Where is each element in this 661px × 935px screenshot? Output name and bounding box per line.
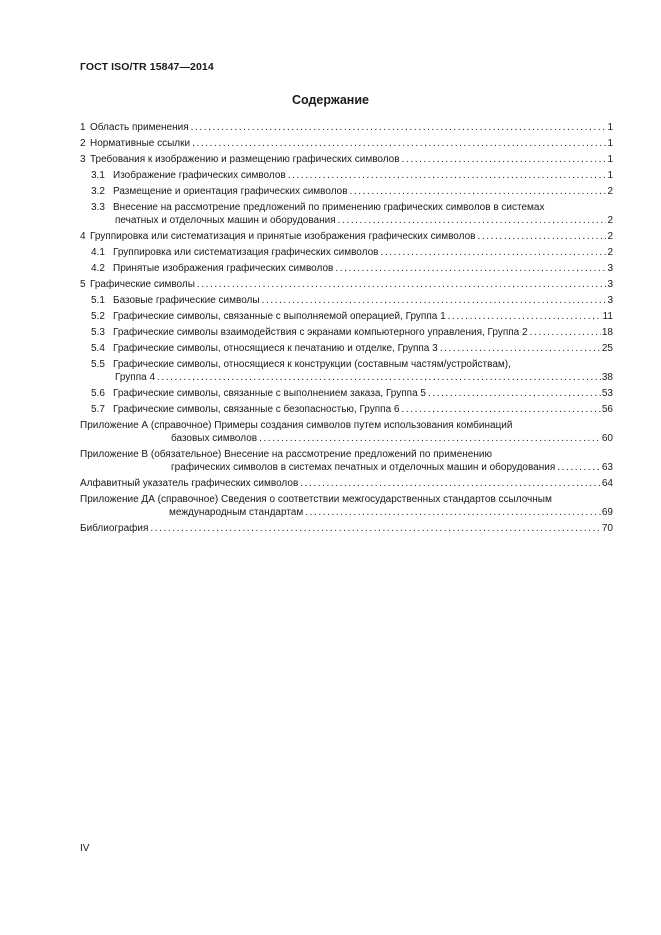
toc-entry-text: Область применения xyxy=(90,122,189,133)
toc-leader-dots xyxy=(446,310,602,323)
toc-entry-page: 2 xyxy=(607,215,613,226)
toc-leader-dots xyxy=(303,506,601,519)
toc-entry-page: 2 xyxy=(607,231,613,242)
toc-entry-5-3[interactable] xyxy=(80,326,613,339)
toc-entry-continuation xyxy=(80,432,613,445)
toc-entry-page: 1 xyxy=(607,138,613,149)
toc-leader-dots xyxy=(475,230,606,243)
toc-entry-text: Нормативные ссылки xyxy=(90,138,191,149)
toc-entry-text: Группировка или систематизация графических символов xyxy=(113,247,379,258)
toc-entry-page: 38 xyxy=(601,372,613,383)
toc-entry-text: Принятые изображения графических символов xyxy=(113,263,334,274)
toc-entry-continuation xyxy=(80,214,613,227)
toc-entry-page: 53 xyxy=(601,388,613,399)
toc-entry-5-2[interactable] xyxy=(80,310,613,323)
toc-entry-page: 11 xyxy=(602,311,613,322)
toc-entry-continuation xyxy=(80,461,613,474)
toc-entry-page: 1 xyxy=(607,122,613,133)
toc-entry-3-3[interactable] xyxy=(80,201,613,227)
toc-entry-page: 64 xyxy=(601,478,613,489)
toc-leader-dots xyxy=(348,185,607,198)
toc-entry-number: 5 xyxy=(80,279,86,290)
toc-leader-dots xyxy=(155,371,601,384)
toc-entry-5-5[interactable] xyxy=(80,358,613,384)
toc-entry-number: 3.3 xyxy=(91,202,105,213)
toc-leader-dots xyxy=(195,278,607,291)
toc-entry-number: 5.1 xyxy=(91,295,105,306)
toc-entry-text: Внесение на рассмотрение предложений по применению графических символов в системах xyxy=(113,202,545,213)
toc-leader-dots xyxy=(190,137,606,150)
toc-entry-3-2[interactable] xyxy=(80,185,613,198)
toc-entry-text: Графические символы взаимодействия с экранами компьютерного управления, Группа 2 xyxy=(113,327,528,338)
toc-entry-4-2[interactable] xyxy=(80,262,613,275)
toc-leader-dots xyxy=(528,326,601,339)
toc-leader-dots xyxy=(400,153,607,166)
toc-leader-dots xyxy=(257,432,601,445)
toc-entry-text: Размещение и ориентация графических символов xyxy=(113,186,348,197)
toc-leader-dots xyxy=(286,169,607,182)
toc-leader-dots xyxy=(426,387,601,400)
table-of-contents xyxy=(80,121,613,538)
toc-entry-text-cont: базовых символов xyxy=(171,433,258,444)
toc-entry-number: 4.1 xyxy=(91,247,105,258)
toc-entry-text: Группировка или систематизация и принятые изображения графических символов xyxy=(90,231,476,242)
toc-entry-index[interactable] xyxy=(80,477,613,490)
toc-entry-page: 25 xyxy=(601,343,613,354)
page-number: IV xyxy=(80,843,90,854)
toc-leader-dots xyxy=(189,121,607,134)
toc-entry-3-1[interactable] xyxy=(80,169,613,182)
toc-leader-dots xyxy=(333,262,606,275)
toc-entry-text: Требования к изображению и размещению графических символов xyxy=(90,154,400,165)
toc-entry-1[interactable] xyxy=(80,121,613,134)
toc-entry-first-line: Приложение А (справочное) Примеры создания символов путем использования комбинаций xyxy=(80,420,513,431)
toc-entry-number: 3.1 xyxy=(91,170,105,181)
toc-entry-page: 18 xyxy=(601,327,613,338)
toc-entry-page: 63 xyxy=(601,462,613,473)
toc-entry-4[interactable] xyxy=(80,230,613,243)
toc-entry-first-line: Приложение ДА (справочное) Сведения о соответствии межгосударственных стандартов ссылочным xyxy=(80,494,552,505)
toc-entry-number: 5.4 xyxy=(91,343,105,354)
toc-entry-number: 5.3 xyxy=(91,327,105,338)
toc-leader-dots xyxy=(378,246,606,259)
toc-entry-appendix-da[interactable] xyxy=(80,493,613,519)
toc-entry-number: 3.2 xyxy=(91,186,105,197)
toc-entry-text-cont: Группа 4 xyxy=(115,372,156,383)
toc-entry-page: 56 xyxy=(601,404,613,415)
toc-entry-page: 69 xyxy=(601,507,613,518)
toc-entry-text: Графические символы, относящиеся к конструкции (составным частям/устройствам), xyxy=(113,359,511,370)
toc-entry-page: 1 xyxy=(607,170,613,181)
toc-entry-number: 2 xyxy=(80,138,86,149)
toc-entry-page: 2 xyxy=(607,186,613,197)
toc-entry-page: 60 xyxy=(601,433,613,444)
toc-entry-5-1[interactable] xyxy=(80,294,613,307)
toc-entry-text: Изображение графических символов xyxy=(113,170,286,181)
toc-entry-number: 1 xyxy=(80,122,86,133)
toc-entry-text: Графические символы, связанные с безопасностью, Группа 6 xyxy=(113,404,400,415)
toc-entry-page: 3 xyxy=(607,295,613,306)
toc-leader-dots xyxy=(148,522,600,535)
toc-entry-first-line: Приложение В (обязательное) Внесение на рассмотрение предложений по применению xyxy=(80,449,492,460)
toc-entry-page: 3 xyxy=(607,263,613,274)
toc-entry-page: 70 xyxy=(601,523,613,534)
toc-entry-3[interactable] xyxy=(80,153,613,166)
toc-entry-page: 2 xyxy=(607,247,613,258)
toc-entry-text: Графические символы, связанные с выполняемой операцией, Группа 1 xyxy=(113,311,446,322)
toc-entry-continuation xyxy=(80,371,613,384)
toc-entry-number: 4 xyxy=(80,231,86,242)
toc-entry-bibliography[interactable] xyxy=(80,522,613,535)
toc-entry-5-4[interactable] xyxy=(80,342,613,355)
toc-entry-text: Графические символы, относящиеся к печатанию и отделке, Группа 3 xyxy=(113,343,438,354)
toc-entry-5-6[interactable] xyxy=(80,387,613,400)
toc-entry-appendix-b[interactable] xyxy=(80,448,613,474)
toc-entry-number: 5.2 xyxy=(91,311,105,322)
toc-entry-text: Графические символы, связанные с выполнением заказа, Группа 5 xyxy=(113,388,426,399)
toc-entry-2[interactable] xyxy=(80,137,613,150)
toc-leader-dots xyxy=(438,342,601,355)
toc-entry-number: 5.6 xyxy=(91,388,105,399)
document-header: ГОСТ ISO/TR 15847—2014 xyxy=(80,61,214,73)
toc-entry-continuation xyxy=(80,506,613,519)
toc-entry-number: 4.2 xyxy=(91,263,105,274)
toc-entry-appendix-a[interactable] xyxy=(80,419,613,445)
toc-entry-text: Библиография xyxy=(80,523,149,534)
toc-entry-text-cont: международным стандартам xyxy=(169,507,304,518)
toc-entry-5[interactable] xyxy=(80,278,613,291)
toc-entry-text: Базовые графические символы xyxy=(113,295,260,306)
toc-entry-first-line xyxy=(80,358,613,371)
toc-leader-dots xyxy=(400,403,601,416)
toc-leader-dots xyxy=(260,294,607,307)
page-title: Содержание xyxy=(291,93,369,107)
toc-entry-page: 3 xyxy=(607,279,613,290)
toc-leader-dots xyxy=(336,214,607,227)
toc-entry-4-1[interactable] xyxy=(80,246,613,259)
toc-entry-text: Графические символы xyxy=(90,279,195,290)
toc-entry-text: Алфавитный указатель графических символов xyxy=(80,478,299,489)
toc-entry-text-cont: графических символов в системах печатных и отделочных машин и оборудования xyxy=(171,462,556,473)
toc-entry-page: 1 xyxy=(607,154,613,165)
toc-entry-5-7[interactable] xyxy=(80,403,613,416)
toc-leader-dots xyxy=(298,477,601,490)
toc-leader-dots xyxy=(555,461,601,474)
toc-entry-first-line xyxy=(80,201,613,214)
toc-entry-number: 5.5 xyxy=(91,359,105,370)
toc-entry-number: 3 xyxy=(80,154,86,165)
toc-entry-text-cont: печатных и отделочных машин и оборудования xyxy=(115,215,336,226)
toc-entry-number: 5.7 xyxy=(91,404,105,415)
